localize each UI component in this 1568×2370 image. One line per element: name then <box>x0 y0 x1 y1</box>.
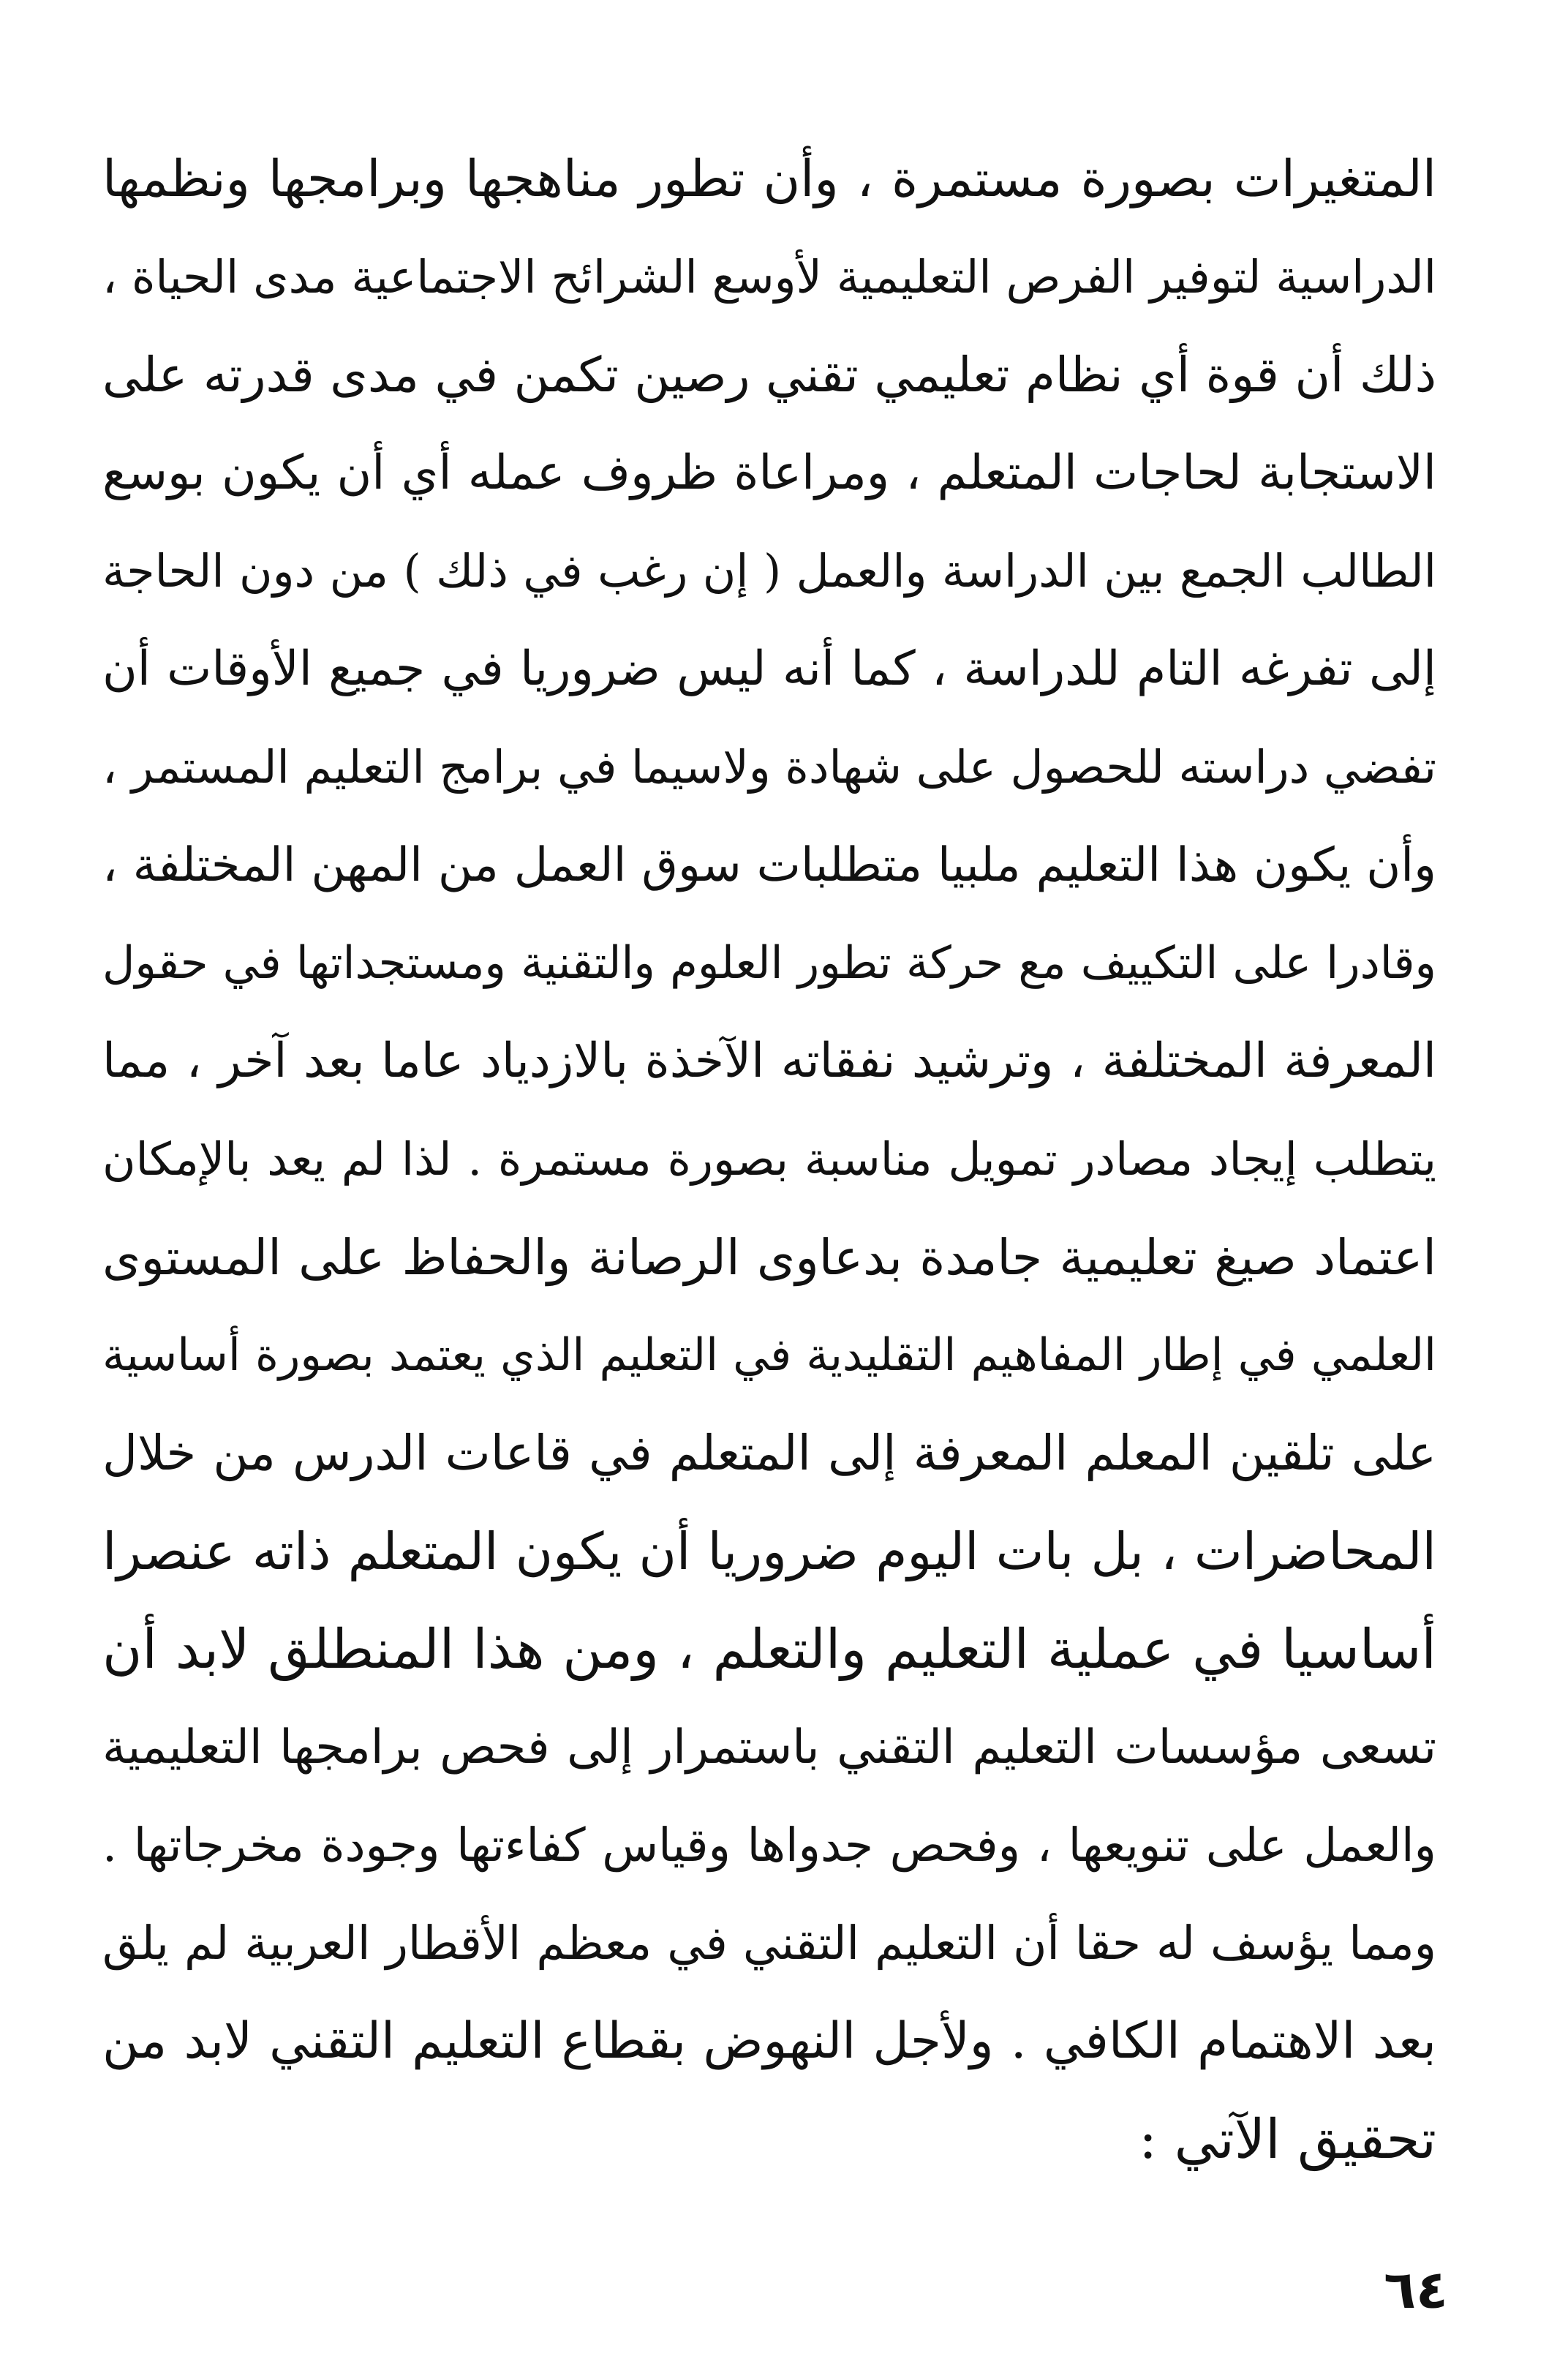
text-line: العلمي في إطار المفاهيم التقليدية في التعليم الذي يعتمد بصورة أساسية <box>102 1329 1436 1381</box>
text-line: المحاضرات ، بل بات اليوم ضروريا أن يكون المتعلم ذاته عنصرا <box>102 1521 1436 1581</box>
text-line: أساسيا في عملية التعليم والتعلم ، ومن هذا المنطلق لابد أن <box>102 1618 1436 1681</box>
text-line: الطالب الجمع بين الدراسة والعمل ( إن رغب في ذلك ) من دون الحاجة <box>102 544 1436 598</box>
text-line: تسعى مؤسسات التعليم التقني باستمرار إلى فحص برامجها التعليمية <box>102 1720 1436 1775</box>
text-line: المعرفة المختلفة ، وترشيد نفقاته الآخذة بالازدياد عاما بعد آخر ، مما <box>102 1034 1436 1088</box>
text-line: ذلك أن قوة أي نظام تعليمي تقني رصين تكمن في مدى قدرته على <box>102 347 1436 403</box>
text-line: المتغيرات بصورة مستمرة ، وأن تطور مناهجها وبرامجها ونظمها <box>102 150 1436 208</box>
text-line: وأن يكون هذا التعليم ملبيا متطلبات سوق العمل من المهن المختلفة ، <box>102 838 1436 892</box>
body-text <box>102 130 1436 2189</box>
text-line: تفضي دراسته للحصول على شهادة ولاسيما في برامج التعليم المستمر ، <box>102 740 1436 794</box>
text-line: يتطلب إيجاد مصادر تمويل مناسبة بصورة مستمرة . لذا لم يعد بالإمكان <box>102 1132 1436 1186</box>
text-line: بعد الاهتمام الكافي . ولأجل النهوض بقطاع التعليم التقني لابد من <box>102 2012 1436 2070</box>
text-line: إلى تفرغه التام للدراسة ، كما أنه ليس ضروريا في جميع الأوقات أن <box>102 642 1436 696</box>
text-line: تحقيق الآتي : <box>1139 2108 1436 2171</box>
text-line: اعتماد صيغ تعليمية جامدة بدعاوى الرصانة والحفاظ على المستوى <box>102 1229 1436 1286</box>
page-number: ٦٤ <box>1384 2259 1448 2320</box>
text-line: على تلقين المعلم المعرفة إلى المتعلم في قاعات الدرس من خلال <box>102 1425 1436 1481</box>
text-line: والعمل على تنويعها ، وفحص جدواها وقياس كفاءتها وجودة مخرجاتها . <box>102 1818 1436 1872</box>
text-line: ومما يؤسف له حقا أن التعليم التقني في معظم الأقطار العربية لم يلق <box>102 1916 1436 1970</box>
text-line: وقادرا على التكييف مع حركة تطور العلوم والتقنية ومستجداتها في حقول <box>102 937 1436 989</box>
text-line: الدراسية لتوفير الفرص التعليمية لأوسع الشرائح الاجتماعية مدى الحياة ، <box>102 250 1436 304</box>
text-line: الاستجابة لحاجات المتعلم ، ومراعاة ظروف عمله أي أن يكون بوسع <box>102 445 1436 500</box>
